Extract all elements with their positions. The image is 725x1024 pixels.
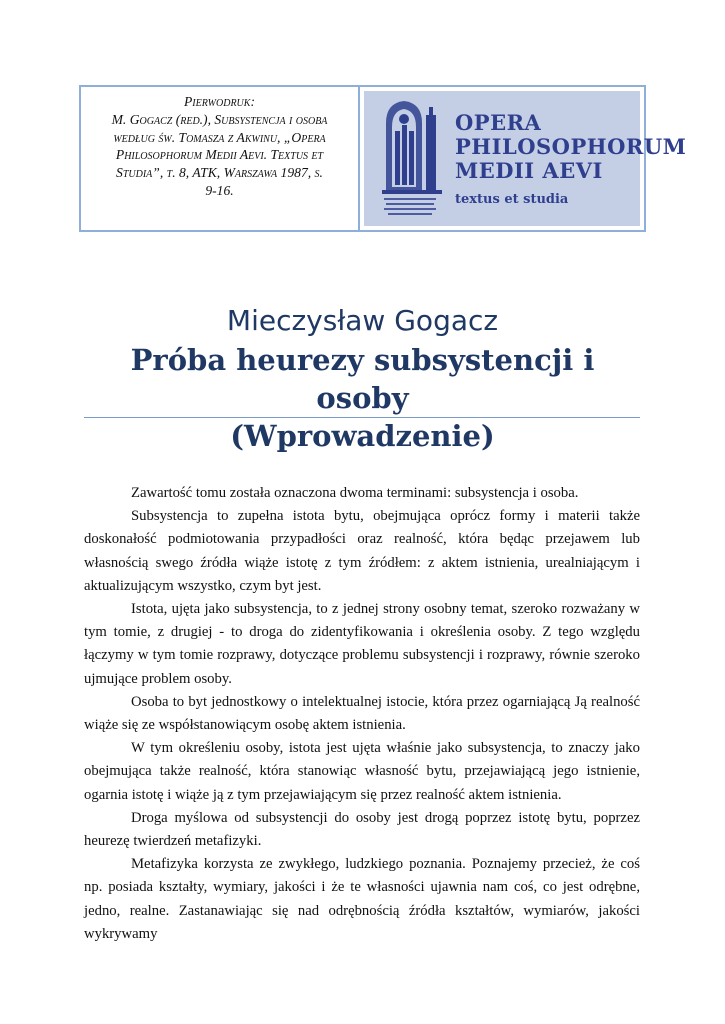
citation-line: Studia”, t. 8, ATK, Warszawa 1987, s.: [116, 165, 323, 181]
citation-label: Pierwodruk:: [184, 94, 255, 109]
title-divider: [84, 417, 640, 418]
title-block: [80, 301, 645, 455]
citation-line: 9-16.: [205, 182, 234, 198]
citation-line: według św. Tomasza z Akwinu, „Opera: [113, 129, 326, 145]
paragraph: Metafizyka korzysta ze zwykłego, ludzkiego poznania. Poznajemy przecież, że coś np. posiada kształty, wymiary, jakości i że te własności ujawnia nam coś, co jest odrębne, jedno, realne. Zastanawiając się nad odrębnością źródła kształtów, wymiarów, jakości wykrywamy: [84, 856, 640, 942]
paragraph: Droga myślowa od subsystencji do osoby jest drogą poprzez istotę bytu, poprzez heurezę twierdzeń metafizyki.: [84, 809, 640, 850]
series-subtitle: textus et studia: [455, 192, 569, 207]
header-box: [79, 85, 687, 232]
author-name: Mieczysław Gogacz: [226, 304, 499, 337]
article-body: [84, 482, 640, 946]
series-title: OPERA PHILOSOPHORUM MEDII AEVI: [455, 110, 687, 183]
citation-line: Philosophorum Medii Aevi. Textus et: [115, 147, 324, 163]
paragraph: Istota, ujęta jako subsystencja, to z jednej strony osobny temat, szeroko rozważany w tym tomie, z drugiej - to droga do zidentyfikowania i określenia osoby. Z tego względu łączymy w tym tomie rozprawy, dotyczące problemu subsystencji i rozprawy, równie szeroko ujmujące problem osoby.: [84, 601, 640, 687]
article-title: Próba heurezy subsystencji i osoby (Wprowadzenie): [130, 343, 595, 453]
citation-line: M. Gogacz (red.), Subsystencja i osoba: [111, 111, 328, 127]
paragraph: Zawartość tomu została oznaczona dwoma terminami: subsystencja i osoba.: [131, 485, 579, 501]
citation-box: [81, 87, 360, 230]
series-logo-banner: [364, 91, 687, 226]
paragraph: Osoba to byt jednostkowy o intelektualnej istocie, która przez ogarniającą Ją realność wiąże się ze współstanowiącym osobę aktem istnienia.: [84, 693, 640, 734]
paragraph: W tym określeniu osoby, istota jest ujęta właśnie jako subsystencja, to znaczy jako obejmująca także realność, która stanowiąc własność bytu, przejawiającą jego istnienie, ogarnia istotę i wiąże ją z tym przejawiającym się przez realność aktem istnienia.: [84, 740, 640, 803]
paragraph: Subsystencja to zupełna istota bytu, obejmująca oprócz formy i materii także doskonałość podmiotowania przypadłości oraz realność, która będąc przejawem lub własnością swego źródła wiąże istotę z tym źródłem: z aktem istnienia, urealniającym i aktualizującym wszystko, czym byt jest.: [84, 508, 640, 594]
cathedral-window-icon: [382, 95, 452, 230]
